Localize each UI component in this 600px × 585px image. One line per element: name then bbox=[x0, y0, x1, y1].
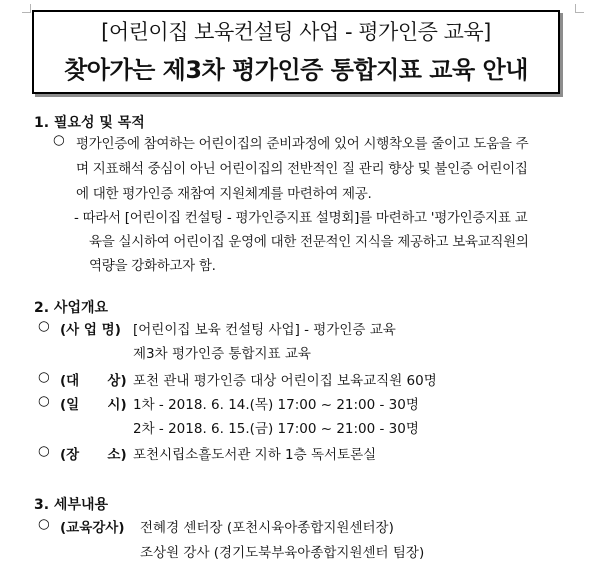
title-subtitle: [어린이집 보육컨설팅 사업 - 평가인증 교육] bbox=[101, 20, 491, 44]
row-value-session-2: 2차 - 2018. 6. 15.(금) 17:00 ~ 21:00 - 30명 bbox=[133, 421, 419, 437]
row-value-session-1: 1차 - 2018. 6. 14.(목) 17:00 ~ 21:00 - 30명 bbox=[133, 397, 419, 413]
section-1-line-3: 에 대한 평가인증 재참여 지원체계를 마련하여 제공. bbox=[76, 186, 372, 202]
section-1-sub-line-1: - 따라서 [어린이집 컨설팅 - 평가인증지표 설명회]를 마련하고 '평가인증지표 교 bbox=[74, 210, 528, 226]
row-bullet: ○ bbox=[38, 443, 50, 459]
section-1-sub-line-2: 육을 실시하여 어린이집 운영에 대한 전문적인 지식을 제공하고 보육교직원의 bbox=[89, 234, 529, 250]
instructor-1: 전혜경 센터장 (포천시육아종합지원센터장) bbox=[140, 520, 394, 536]
section-1-line-2: 며 지표해석 중심이 아닌 어린이집의 전반적인 질 관리 향상 및 불인증 어린이집 bbox=[76, 161, 528, 177]
page-title: 찾아가는 제3차 평가인증 통합지표 교육 안내 bbox=[64, 56, 528, 84]
instructor-2: 조상원 강사 (경기도북부육아종합지원센터 팀장) bbox=[140, 545, 425, 561]
row-value-target: 포천 관내 평가인증 대상 어린이집 보육교직원 60명 bbox=[133, 373, 437, 389]
row-value-program-2: 제3차 평가인증 통합지표 교육 bbox=[133, 346, 311, 362]
row-value-place: 포천시립소흘도서관 지하 1층 독서토론실 bbox=[133, 447, 377, 463]
row-bullet: ○ bbox=[38, 393, 50, 409]
row-label-instructor: (교육강사) bbox=[60, 520, 125, 536]
row-label-program: (사 업 명) bbox=[60, 322, 121, 338]
row-label-datetime: (일 시) bbox=[60, 397, 127, 413]
section-2-heading: 2. 사업개요 bbox=[34, 300, 109, 316]
crop-mark-right bbox=[575, 4, 584, 13]
row-bullet: ○ bbox=[38, 516, 50, 532]
row-label-place: (장 소) bbox=[60, 447, 127, 463]
row-bullet: ○ bbox=[38, 369, 50, 385]
row-label-target: (대 상) bbox=[60, 373, 127, 389]
section-1-bullet: ○ bbox=[53, 132, 65, 148]
section-1-line-1: 평가인증에 참여하는 어린이집의 준비과정에 있어 시행착오를 줄이고 도움을 주 bbox=[76, 136, 529, 152]
row-bullet: ○ bbox=[38, 318, 50, 334]
section-1-sub-line-3: 역량을 강화하고자 함. bbox=[89, 258, 216, 274]
crop-mark-left bbox=[22, 4, 31, 13]
row-value-program-1: [어린이집 보육 컨설팅 사업] - 평가인증 교육 bbox=[133, 322, 396, 338]
section-3-heading: 3. 세부내용 bbox=[34, 497, 109, 513]
title-box bbox=[32, 10, 560, 94]
section-1-heading: 1. 필요성 및 목적 bbox=[34, 115, 145, 131]
